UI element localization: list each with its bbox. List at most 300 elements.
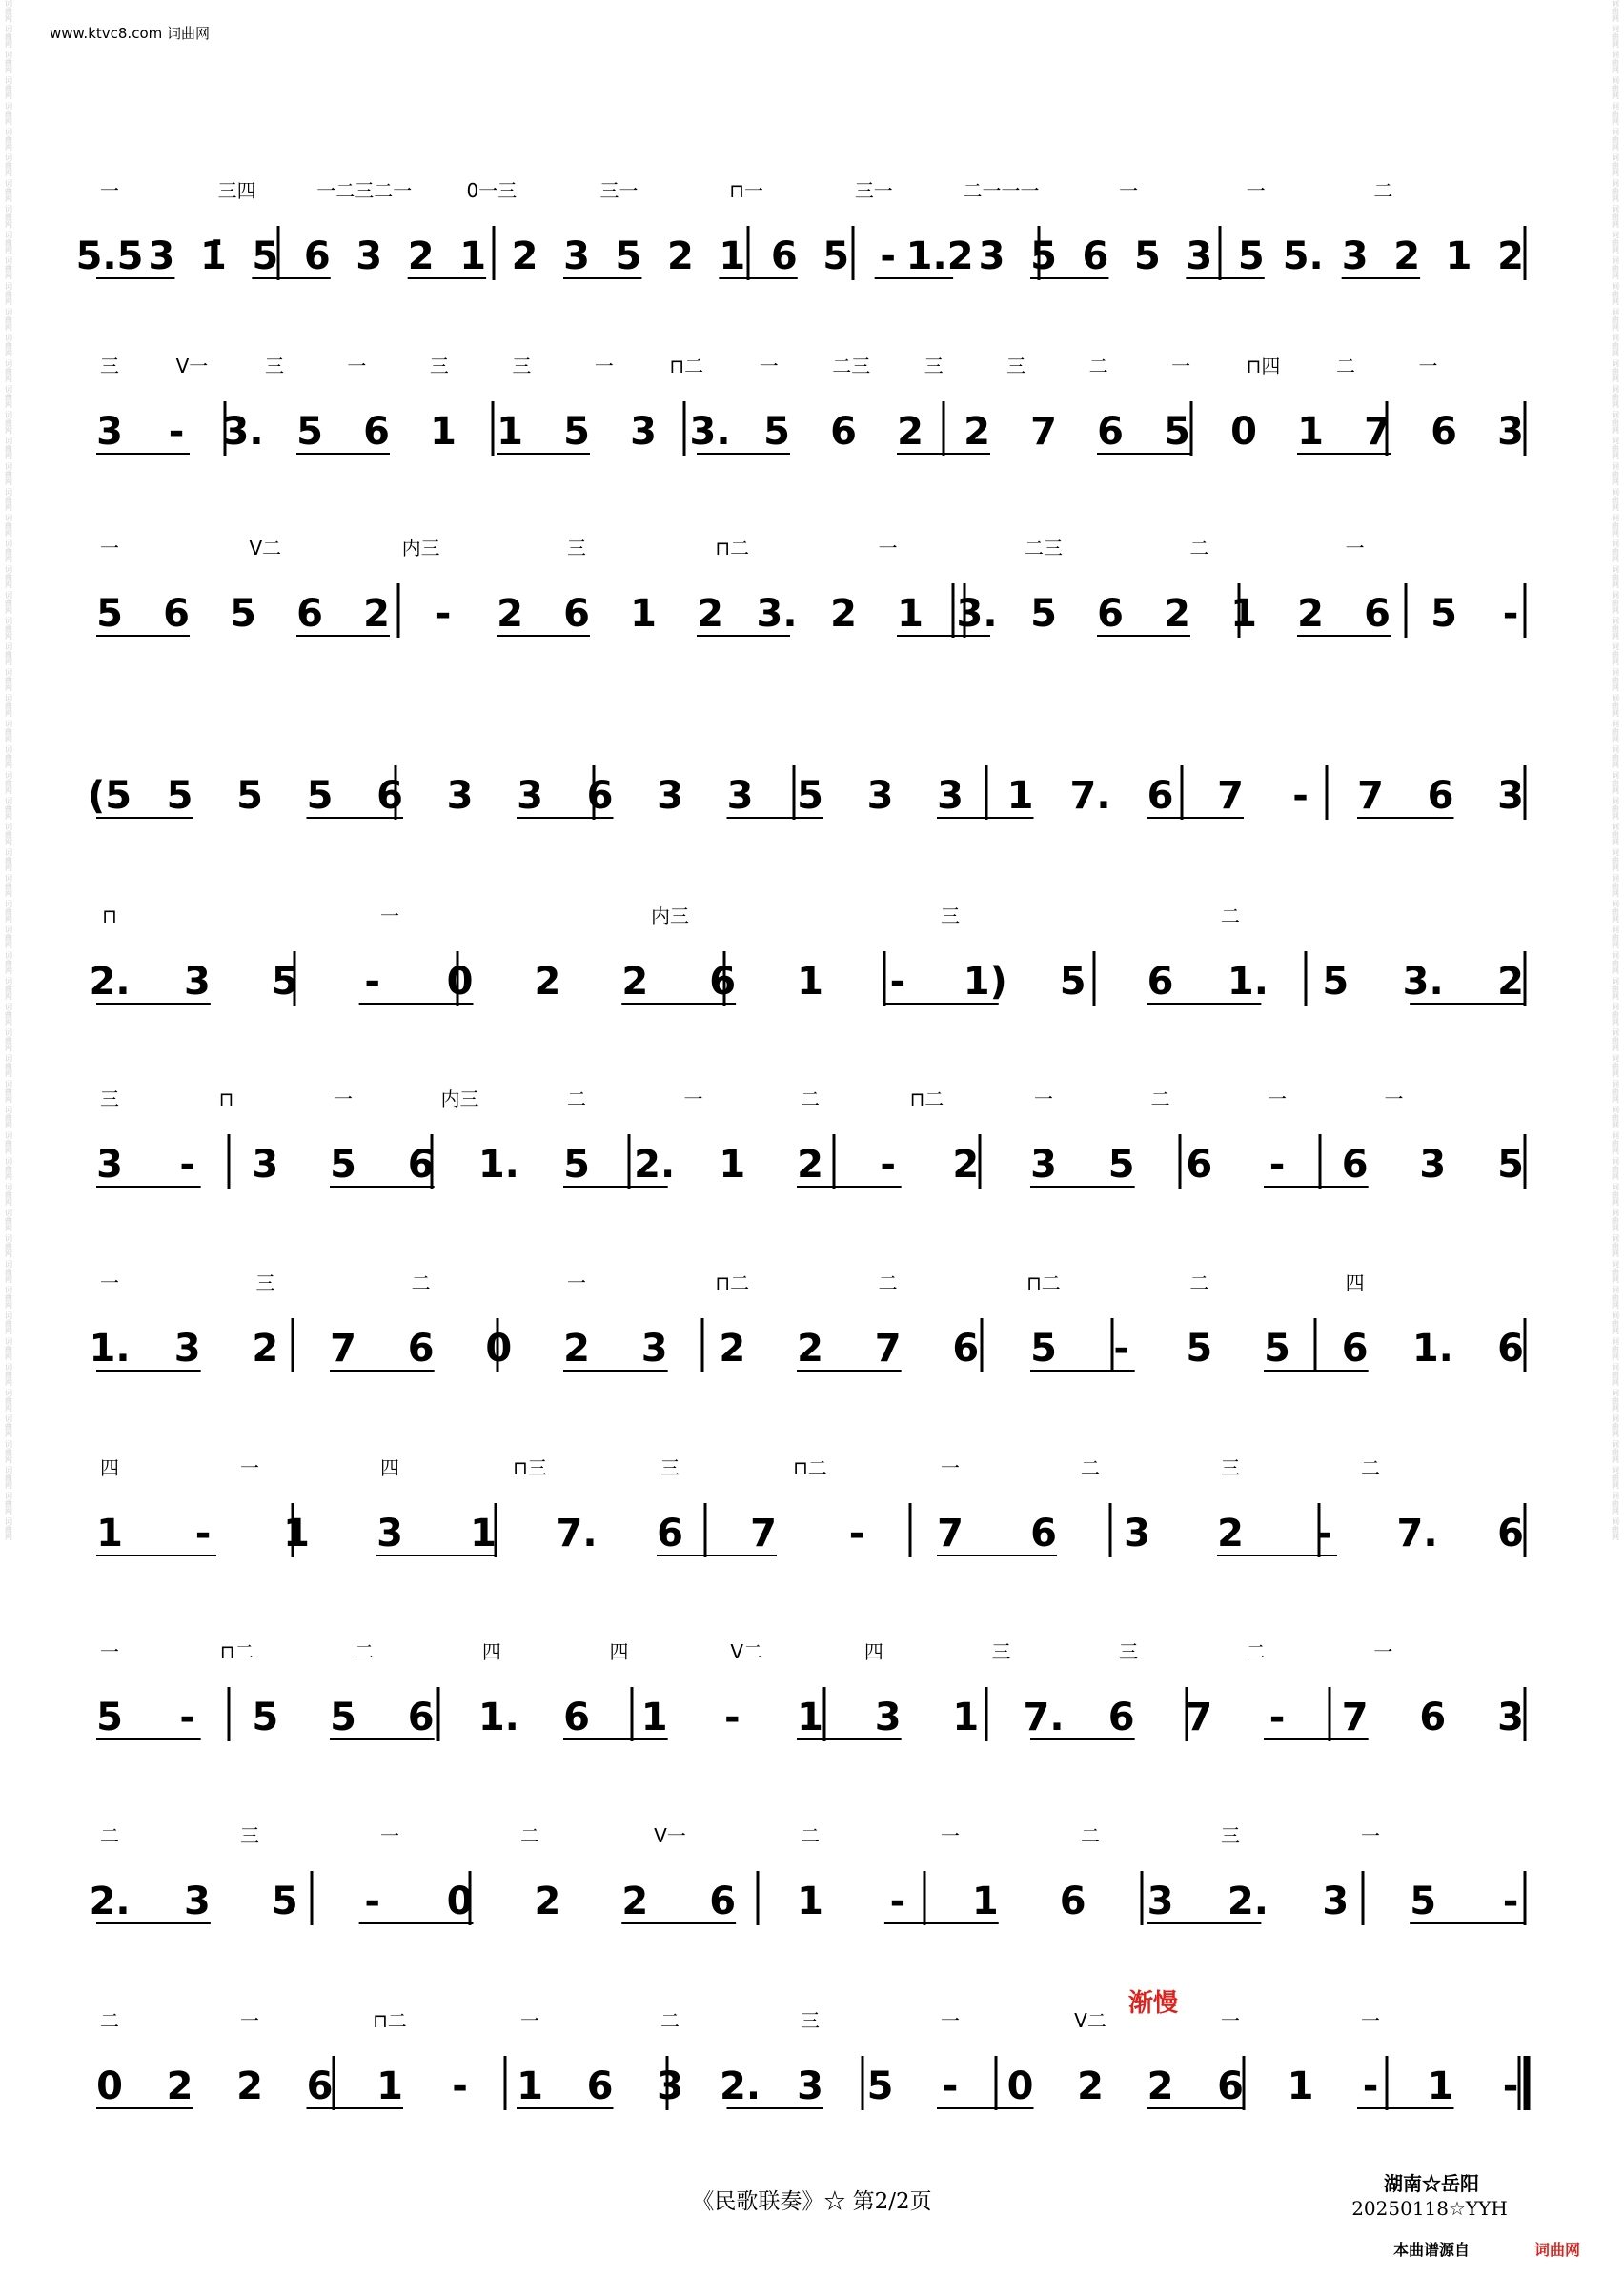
site-header: www.ktvc8.com 词曲网 <box>50 25 211 42</box>
note: 6 <box>376 774 403 818</box>
fingering-mark: 二 <box>355 1640 375 1663</box>
fingering-mark: ⊓一 <box>729 179 763 202</box>
note: - <box>1269 1143 1286 1187</box>
fingering-mark: 一 <box>100 1640 119 1663</box>
arranger-date: 20250118☆YYH <box>1351 2197 1508 2220</box>
note: 6 <box>586 774 614 818</box>
note: 6 <box>1059 1880 1086 1923</box>
note: 2 <box>697 592 723 636</box>
fingering-mark: 二 <box>567 1088 586 1110</box>
fingering-mark: V二 <box>249 537 282 559</box>
note: 3 <box>1186 234 1213 278</box>
note: 7 <box>874 1327 902 1371</box>
edge-mark: 词 曲 网 <box>1612 797 1619 821</box>
note: 2 <box>563 1327 590 1371</box>
fingering-mark: ⊓二 <box>669 355 704 377</box>
arranger-region: 湖南☆岳阳 <box>1384 2172 1479 2195</box>
edge-mark: 词 曲 网 <box>1612 1414 1619 1438</box>
edge-mark: 词 曲 网 <box>1612 1054 1619 1078</box>
fingering-mark: 二 <box>100 2009 119 2032</box>
edge-mark: 词 曲 网 <box>5 823 12 846</box>
edge-mark: 词 曲 网 <box>5 1003 12 1027</box>
note: 1 <box>719 234 746 278</box>
note: 3 <box>726 774 754 818</box>
edge-mark: 词 曲 网 <box>1612 1131 1619 1155</box>
note: 5 <box>96 592 123 636</box>
fingering-mark: V二 <box>730 1640 763 1663</box>
page-footer-title: 《民歌联奏》☆ 第2/2页 <box>692 2189 932 2214</box>
edge-mark: 词 曲 网 <box>5 565 12 589</box>
edge-mark: 词 曲 网 <box>5 1028 12 1052</box>
edge-mark: 词 曲 网 <box>1612 1311 1619 1335</box>
fingering-mark: 三 <box>429 355 449 377</box>
note: - <box>942 2064 959 2108</box>
note: 6 <box>1427 774 1454 818</box>
note: 6 <box>770 234 798 278</box>
note: 7. <box>1069 774 1111 818</box>
note: 6 <box>407 1327 435 1371</box>
note: 6 <box>1107 1696 1135 1739</box>
note: - <box>179 1696 195 1739</box>
fingering-mark: 二 <box>660 2009 680 2032</box>
note: 0 <box>446 1880 474 1923</box>
note: 7 <box>1357 774 1384 818</box>
fingering-mark: ⊓ <box>218 1088 234 1110</box>
edge-mark: 词 曲 网 <box>5 617 12 640</box>
note: 2 <box>797 1327 823 1371</box>
edge-mark: 词 曲 网 <box>5 1260 12 1284</box>
note: 2 <box>407 234 435 278</box>
note: 3 <box>252 1143 279 1187</box>
note: 2 <box>1393 234 1421 278</box>
note: 2 <box>166 2064 193 2108</box>
note: 5 <box>166 774 193 818</box>
fingering-mark: 二 <box>100 1824 119 1847</box>
note: 3 <box>874 1696 902 1739</box>
edge-mark: 词 曲 网 <box>5 1080 12 1104</box>
fingering-mark: 三 <box>1221 1824 1240 1847</box>
fingering-mark: 二 <box>801 1824 820 1847</box>
fingering-mark: 三 <box>1221 1456 1240 1479</box>
fingering-mark: 一 <box>594 355 614 377</box>
fingering-mark: 二 <box>1189 1271 1209 1294</box>
edge-mark: 词 曲 网 <box>5 694 12 718</box>
fingering-mark: 一 <box>567 1271 586 1294</box>
edge-mark: 词 曲 网 <box>5 411 12 435</box>
fingering-mark: 一 <box>1345 537 1365 559</box>
note: 3 <box>376 1512 403 1555</box>
fingering-mark: 三一 <box>599 179 639 202</box>
note: 3 <box>937 774 964 818</box>
fingering-mark: 一 <box>759 355 779 377</box>
note: 7 <box>330 1327 356 1371</box>
fingering-mark: 一 <box>240 2009 259 2032</box>
edge-mark: 词 曲 网 <box>1612 437 1619 460</box>
fingering-mark: 一 <box>100 179 119 202</box>
edge-mark: 词 曲 网 <box>5 797 12 821</box>
fingering-mark: 一 <box>1119 179 1139 202</box>
edge-mark: 词 曲 网 <box>1612 1028 1619 1052</box>
fingering-mark: 一 <box>380 905 399 927</box>
note: 1 <box>283 1512 310 1555</box>
edge-mark: 词 曲 网 <box>1612 0 1619 23</box>
note: 5 <box>563 1143 590 1187</box>
fingering-mark: 内三 <box>651 905 689 927</box>
edge-mark: 词 曲 网 <box>1612 153 1619 177</box>
edge-mark: 词 曲 网 <box>1612 385 1619 409</box>
note: 5 <box>1497 1143 1524 1187</box>
fingering-mark: 一 <box>240 1456 259 1479</box>
fingering-mark: 一 <box>1171 355 1191 377</box>
note: 3 <box>355 234 383 278</box>
note: 1 <box>719 1143 746 1187</box>
note: 2 <box>1497 960 1524 1004</box>
note: 3 <box>630 410 657 454</box>
note: 5.5 <box>75 234 144 278</box>
note: 1 <box>797 960 823 1004</box>
note: 5 <box>271 1880 298 1923</box>
note: - <box>168 410 185 454</box>
note: 2 <box>1147 2064 1174 2108</box>
edge-mark: 词 曲 网 <box>5 1054 12 1078</box>
note: 6 <box>1082 234 1109 278</box>
edge-mark: 词 曲 网 <box>5 0 12 23</box>
note: 0 <box>485 1327 513 1371</box>
note: 3 <box>173 1327 201 1371</box>
edge-mark: 词 曲 网 <box>1612 411 1619 435</box>
edge-mark: 词 曲 网 <box>5 1492 12 1515</box>
note: 3. <box>956 592 998 636</box>
note: 5 <box>296 410 323 454</box>
edge-mark: 词 曲 网 <box>5 25 12 49</box>
note: 5 <box>797 774 823 818</box>
note: 2 <box>621 1880 649 1923</box>
edge-mark: 词 曲 网 <box>5 359 12 383</box>
edge-mark: 词 曲 网 <box>5 1234 12 1258</box>
edge-mark: 词 曲 网 <box>1612 591 1619 615</box>
note: 2 <box>1297 592 1324 636</box>
note: 6 <box>1364 592 1391 636</box>
fingering-mark: ⊓三 <box>513 1456 547 1479</box>
note: 3 <box>1497 410 1524 454</box>
edge-mark: 词 曲 网 <box>1612 925 1619 949</box>
note: 7. <box>1396 1512 1438 1555</box>
fingering-mark: 三 <box>100 355 119 377</box>
note: - <box>1362 2064 1379 2108</box>
note: 1 <box>1287 2064 1314 2108</box>
edge-mark: 词 曲 网 <box>5 51 12 74</box>
fingering-mark: 二 <box>411 1271 431 1294</box>
fingering-mark: 二 <box>1088 355 1108 377</box>
edge-mark: 词 曲 网 <box>5 900 12 924</box>
note: 1 <box>517 2064 543 2108</box>
note: 2 <box>497 592 523 636</box>
note: 1 <box>640 1696 668 1739</box>
fingering-mark: 二 <box>1361 1456 1380 1479</box>
note: 5 <box>96 1696 123 1739</box>
note: 1 <box>1427 2064 1454 2108</box>
fingering-mark: 一 <box>1246 179 1266 202</box>
note: 2. <box>89 1880 131 1923</box>
source-note: 本曲谱源自 <box>1393 2241 1471 2259</box>
note: 6 <box>407 1696 435 1739</box>
fingering-mark: 二 <box>1150 1088 1170 1110</box>
edge-mark: 词 曲 网 <box>1612 308 1619 332</box>
note: 2 <box>534 960 561 1004</box>
note: - <box>364 1880 380 1923</box>
fingering-mark: 二 <box>1221 905 1240 927</box>
note: 5. <box>1282 234 1324 278</box>
fingering-mark: 四 <box>481 1640 501 1663</box>
note: 6 <box>407 1143 435 1187</box>
edge-mark: 词 曲 网 <box>5 1286 12 1310</box>
fingering-mark: 一 <box>941 2009 960 2032</box>
fingering-mark: ⊓二 <box>909 1088 944 1110</box>
note: 1. <box>1227 960 1269 1004</box>
edge-mark: 词 曲 网 <box>1612 745 1619 769</box>
note: 1 <box>971 1880 999 1923</box>
note: 2 <box>964 410 990 454</box>
note: 6 <box>1497 1327 1524 1371</box>
note: 2 <box>952 1143 980 1187</box>
edge-mark: 词 曲 网 <box>5 153 12 177</box>
edge-mark: 词 曲 网 <box>5 591 12 615</box>
note: 2 <box>534 1880 561 1923</box>
edge-mark: 词 曲 网 <box>5 951 12 975</box>
note: 1. <box>477 1696 519 1739</box>
edge-mark: 词 曲 网 <box>5 1106 12 1129</box>
note: 1. <box>477 1143 519 1187</box>
note: 6 <box>1497 1512 1524 1555</box>
note: 3. <box>756 592 798 636</box>
note: 6 <box>1341 1327 1369 1371</box>
note: 7 <box>750 1512 777 1555</box>
note: 2 <box>252 1327 279 1371</box>
note: 6 <box>1419 1696 1447 1739</box>
fingering-mark: 一 <box>100 537 119 559</box>
edge-mark: 词 曲 网 <box>5 205 12 229</box>
note: 3 <box>657 2064 683 2108</box>
note: 2 <box>1217 1512 1244 1555</box>
note: - <box>880 234 896 278</box>
edge-mark: 词 曲 网 <box>1612 102 1619 126</box>
note: - <box>1269 1696 1286 1739</box>
edge-mark: 词 曲 网 <box>1612 1260 1619 1284</box>
note: 1.2 <box>905 234 974 278</box>
fingering-mark: 一 <box>1418 355 1438 377</box>
note: 7 <box>1341 1696 1369 1739</box>
note: - <box>848 1512 865 1555</box>
fingering-mark: 一 <box>1384 1088 1404 1110</box>
note: 2 <box>830 592 857 636</box>
note: 5 <box>1410 1880 1437 1923</box>
fingering-mark: 四 <box>609 1640 629 1663</box>
edge-mark: 词 曲 网 <box>1612 128 1619 152</box>
edge-mark: 词 曲 网 <box>1612 1466 1619 1490</box>
note: 6 <box>563 592 590 636</box>
edge-mark: 词 曲 网 <box>5 642 12 666</box>
edge-mark: 词 曲 网 <box>1612 51 1619 74</box>
fingering-mark: ⊓四 <box>1246 355 1281 377</box>
edge-mark: 词 曲 网 <box>5 231 12 254</box>
fingering-mark: 三 <box>801 2009 820 2032</box>
note: 2 <box>621 960 649 1004</box>
note: 3 <box>1497 774 1524 818</box>
note: 0 <box>96 2064 123 2108</box>
note: 7 <box>1030 410 1057 454</box>
edge-mark: 词 曲 网 <box>1612 1209 1619 1232</box>
note: 5 <box>1186 1327 1213 1371</box>
note: 5 <box>615 234 642 278</box>
edge-mark: 词 曲 网 <box>5 745 12 769</box>
note: 5 <box>252 234 279 278</box>
note: 6 <box>1097 410 1124 454</box>
fingering-mark: 一 <box>1361 1824 1380 1847</box>
note: - <box>889 1880 906 1923</box>
note: 6 <box>952 1327 980 1371</box>
edge-mark: 词 曲 网 <box>5 179 12 203</box>
fingering-mark: 一 <box>1221 2009 1240 2032</box>
note: 6 <box>1097 592 1124 636</box>
note: 2. <box>634 1143 676 1187</box>
fingering-mark: 一 <box>683 1088 703 1110</box>
note: - <box>435 592 452 636</box>
note: 3 <box>657 774 683 818</box>
edge-mark: 词 曲 网 <box>1612 771 1619 795</box>
note: 5 <box>1030 592 1057 636</box>
note: 6 <box>303 234 331 278</box>
edge-mark: 词 曲 网 <box>5 334 12 357</box>
note: 2. <box>89 960 131 1004</box>
edge-mark: 词 曲 网 <box>5 437 12 460</box>
fingering-mark: 一 <box>347 355 367 377</box>
note: 5 <box>236 774 263 818</box>
edge-mark: 词 曲 网 <box>5 925 12 949</box>
fingering-mark: 三 <box>567 537 586 559</box>
fingering-mark: 三 <box>512 355 532 377</box>
note: - <box>1315 1512 1332 1555</box>
note: 1 <box>797 1696 823 1739</box>
fingering-mark: 一 <box>520 2009 539 2032</box>
note: 3 <box>1497 1696 1524 1739</box>
note: - <box>179 1143 195 1187</box>
note: 6 <box>1186 1143 1213 1187</box>
edge-mark: 词 曲 网 <box>5 282 12 306</box>
edge-mark: 词 曲 网 <box>5 1517 12 1541</box>
note: 0 <box>1006 2064 1034 2108</box>
note: - <box>1292 774 1309 818</box>
edge-mark: 词 曲 网 <box>1612 720 1619 743</box>
edge-mark: 词 曲 网 <box>1612 874 1619 898</box>
note: 3 <box>1124 1512 1150 1555</box>
fingering-mark: 四 <box>1345 1271 1365 1294</box>
note: 3 <box>183 960 211 1004</box>
note: 3 <box>148 234 175 278</box>
note: 1 <box>1445 234 1472 278</box>
note: 5 <box>1133 234 1161 278</box>
note: 1 <box>376 2064 403 2108</box>
edge-mark: 词 曲 网 <box>5 848 12 872</box>
note: 1 <box>96 1512 123 1555</box>
fingering-mark: 三 <box>941 905 960 927</box>
edge-mark: 词 曲 网 <box>5 514 12 538</box>
fingering-mark: 一 <box>1373 1640 1393 1663</box>
note: 3 <box>446 774 474 818</box>
edge-mark: 词 曲 网 <box>1612 668 1619 692</box>
edge-mark: 词 曲 网 <box>1612 1492 1619 1515</box>
edge-mark: 词 曲 网 <box>1612 1157 1619 1181</box>
fingering-mark: 二 <box>1336 355 1356 377</box>
fingering-mark: 三 <box>255 1271 275 1294</box>
note: 5 <box>1164 410 1190 454</box>
edge-mark: 词 曲 网 <box>5 1209 12 1232</box>
fingering-mark: 二 <box>878 1271 898 1294</box>
note: 5 <box>330 1143 356 1187</box>
note: 7. <box>556 1512 598 1555</box>
note: 3. <box>689 410 731 454</box>
edge-mark: 词 曲 网 <box>1612 1440 1619 1464</box>
note: 6 <box>296 592 323 636</box>
fingering-mark: 四 <box>863 1640 883 1663</box>
fingering-mark: 二三 <box>832 355 871 377</box>
edge-mark: 词 曲 网 <box>5 1131 12 1155</box>
note: 5 <box>252 1696 279 1739</box>
note: 1 <box>1297 410 1324 454</box>
edge-mark: 词 曲 网 <box>1612 1183 1619 1207</box>
fingering-mark: ⊓二 <box>373 2009 407 2032</box>
note: 5 <box>866 2064 894 2108</box>
note: 3 <box>866 774 894 818</box>
edge-mark: 词 曲 网 <box>1612 539 1619 563</box>
note: 6 <box>306 2064 334 2108</box>
fingering-mark: 一 <box>380 1824 399 1847</box>
note: 5 <box>271 960 298 1004</box>
edge-mark: 词 曲 网 <box>5 1183 12 1207</box>
note: 7. <box>1023 1696 1065 1739</box>
edge-mark: 词 曲 网 <box>1612 76 1619 100</box>
note: 7 <box>1186 1696 1213 1739</box>
note: 5 <box>1107 1143 1135 1187</box>
fingering-mark: 内三 <box>401 537 440 559</box>
edge-mark: 词 曲 网 <box>5 771 12 795</box>
fingering-mark: 二 <box>1081 1824 1100 1847</box>
note: - <box>364 960 380 1004</box>
note: 2 <box>1164 592 1190 636</box>
edge-mark: 词 曲 网 <box>5 488 12 512</box>
note: 6 <box>1147 774 1174 818</box>
note: - <box>889 960 906 1004</box>
note: 1 <box>430 410 457 454</box>
fingering-mark: 三 <box>264 355 284 377</box>
fingering-mark: V一 <box>654 1824 686 1847</box>
edge-mark: 词 曲 网 <box>1612 1286 1619 1310</box>
edge-mark: 词 曲 网 <box>1612 1106 1619 1129</box>
fingering-mark: 三一 <box>854 179 893 202</box>
edge-mark: 词 曲 网 <box>1612 256 1619 280</box>
note: 3 <box>517 774 543 818</box>
note: 1̇ <box>199 234 227 278</box>
fingering-mark: ⊓二 <box>793 1456 827 1479</box>
note: 1. <box>1411 1327 1453 1371</box>
note: 3 <box>96 1143 123 1187</box>
note: (5 <box>87 774 132 818</box>
note: 5 <box>1264 1327 1290 1371</box>
note: 5 <box>563 410 590 454</box>
edge-mark: 词 曲 网 <box>5 462 12 486</box>
note: - <box>452 2064 468 2108</box>
fingering-mark: ⊓二 <box>219 1640 254 1663</box>
fingering-mark: 内三 <box>440 1088 479 1110</box>
